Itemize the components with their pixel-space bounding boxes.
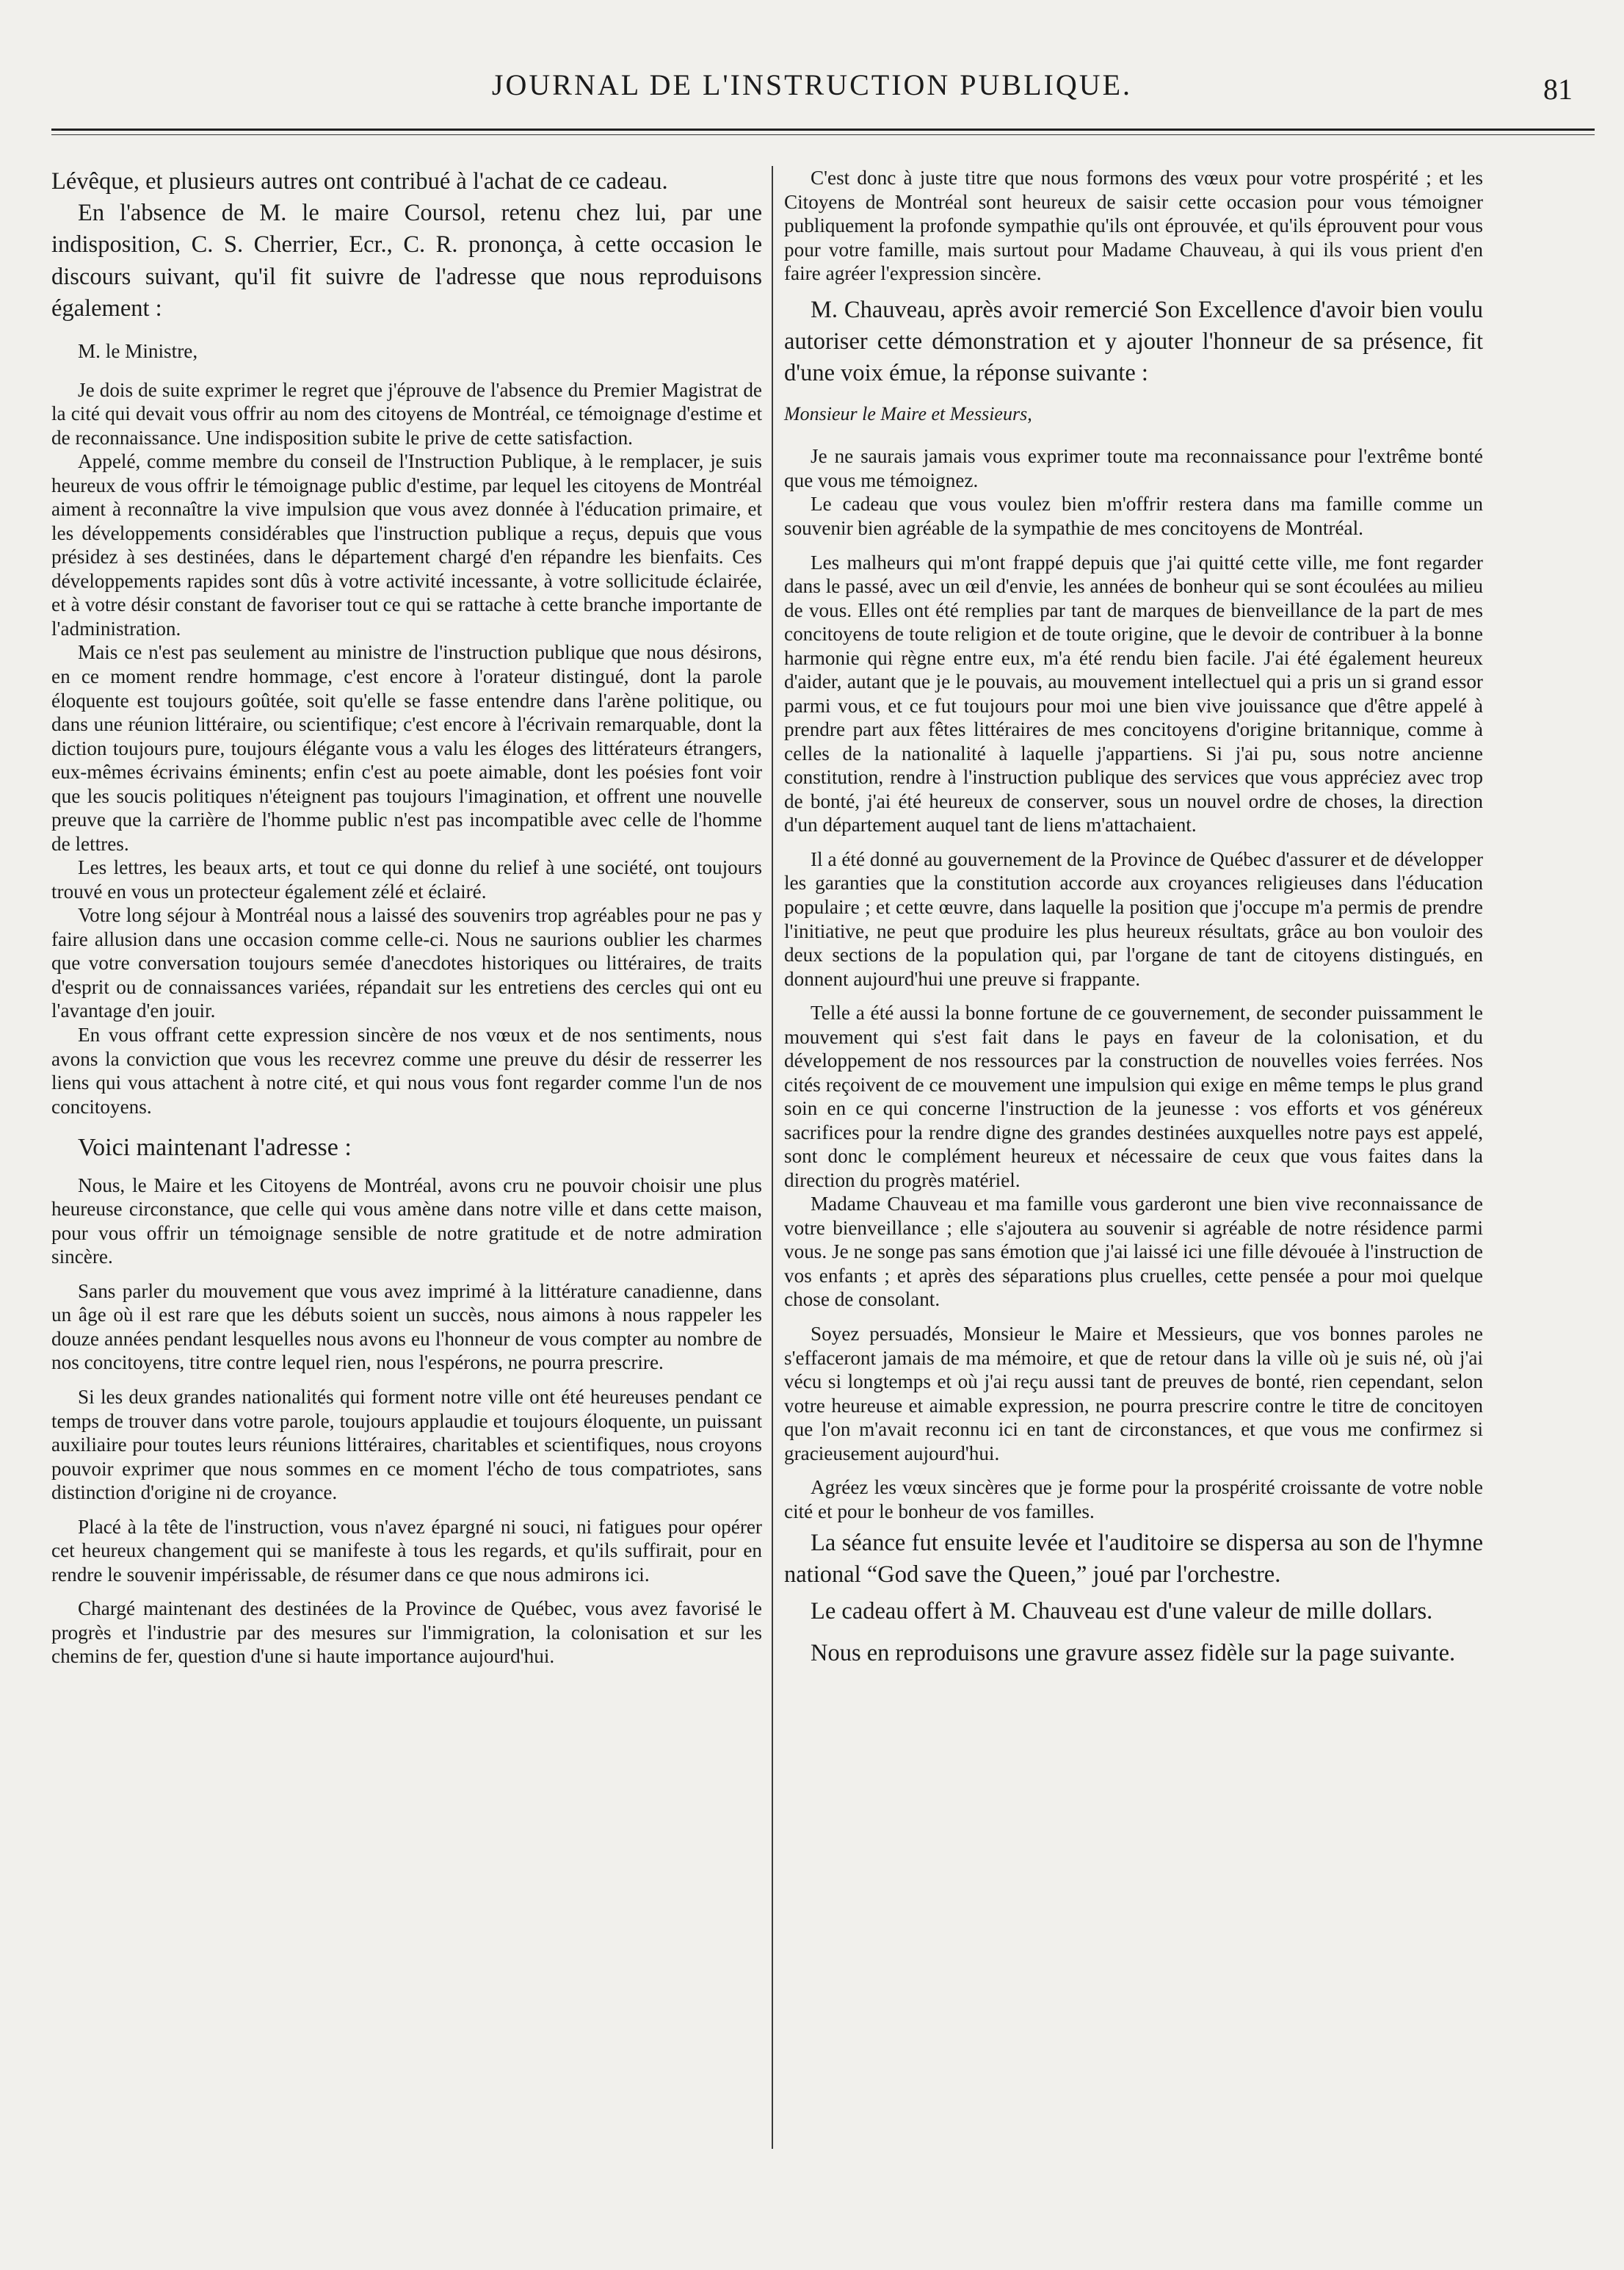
paragraph: Sans parler du mouvement que vous avez imprimé à la littérature canadienne, dans un âge où il est rare que les débuts soient un succès, nous aimons à nous rappeler les douze années pendant lesquelles nous avons eu l'honneur de vous compter au nombre de nos concitoyens, titre contre lequel rien, nous l'espérons, ne pourra prescrire. — [51, 1279, 762, 1374]
journal-title: JOURNAL DE L'INSTRUCTION PUBLIQUE. — [491, 68, 1133, 101]
paragraph: Les malheurs qui m'ont frappé depuis que j'ai quitté cette ville, me font regarder dans le passé, avec un œil d'envie, les années de bonheur qui se sont écoulées au milieu de vous. Elles ont été remplies par tant de marques de bienveillance de la part de mes concitoyens de toute religion et de toute origine, que le devoir de contribuer à la bonne harmonie qui règne entre eux, m'a été rendu bien facile. J'ai été également heureux d'aider, autant que je le pouvais, au mouvement intellectuel qui a pris un si grand essor parmi vous, et ce fut toujours pour moi une bien vive jouissance que d'être appelé à prendre part aux fêtes littéraires de mes concitoyens d'origine britannique, comme à celles de la nationalité à laquelle j'appartiens. Si j'ai pu, sous notre ancienne constitution, rendre à l'instruction publique des services que vous appréciez avec trop de bonté, j'ai été heureux de conserver, sous un nouvel ordre de choses, la direction d'un département auquel tant de liens m'attachaient. — [784, 551, 1483, 836]
paragraph: Les lettres, les beaux arts, et tout ce qui donne du relief à une société, ont toujours trouvé en vous un protecteur également zélé et éclairé. — [51, 856, 762, 903]
paragraph: Madame Chauveau et ma famille vous garderont une bien vive reconnaissance de votre bienveillance ; elle s'ajoutera au souvenir si agréable de notre résidence parmi vous. Je ne songe pas sans émotion que j'ai laissé ici une fille dévouée à l'instruction de vos enfants ; et après des séparations plus cruelles, cette pensée a pour moi quelque chose de consolant. — [784, 1193, 1483, 1311]
paragraph: Telle a été aussi la bonne fortune de ce gouvernement, de seconder puissamment le mouvement qui s'est fait dans le pays en faveur de la colonisation, et du développement de nos ressources par la construction de nouvelles voies ferrées. Nos cités reçoivent de ce mouvement une impulsion qui exige en même temps le plus grand soin en ce qui concerne l'instruction de la jeunesse : vos efforts et vos généreux sacrifices pour la rendre digne des grandes destinées auxquelles notre pays est appelé, sont donc le complément heureux et nécessaire de ceux que vous faites dans la direction du progrès matériel. — [784, 1002, 1483, 1191]
paragraph: Mais ce n'est pas seulement au ministre de l'instruction publique que nous désirons, en ce moment rendre hommage, c'est encore à l'orateur distingué, dont la parole éloquente est toujours goûtée, soit qu'elle se fasse entendre dans l'arène politique, ou dans une réunion littéraire, ou scientifique; c'est encore à l'écrivain remarquable, dont la diction toujours pure, toujours élégante vous a valu les éloges des littérateurs étrangers, eux-mêmes écrivains éminents; enfin c'est au poete aimable, dont les poésies font voir que les soucis politiques n'éteignent pas toujours l'imagination, et offrent une nouvelle preuve que la carrière de l'homme public n'est pas incompatible avec celle de l'homme de lettres. — [51, 641, 762, 855]
paragraph: Le cadeau que vous voulez bien m'offrir restera dans ma famille comme un souvenir bien agréable de la sympathie de mes concitoyens de Montréal. — [784, 493, 1483, 539]
paragraph: En l'absence de M. le maire Coursol, retenu chez lui, par une indisposition, C. S. Cherrier, Ecr., C. R. prononça, à cette occasion le discours suivant, qu'il fit suivre de l'adresse que nous reproduisons également : — [51, 200, 762, 322]
paragraph: Lévêque, et plusieurs autres ont contribué à l'achat de ce cadeau. — [51, 168, 668, 195]
paragraph: Je dois de suite exprimer le regret que j'éprouve de l'absence du Premier Magistrat de la cité qui devait vous offrir au nom des citoyens de Montréal, ce témoignage d'estime et de reconnaissance. Une indisposition subite le prive de cette satisfaction. — [51, 378, 762, 449]
paragraph: Appelé, comme membre du conseil de l'Instruction Publique, à le remplacer, je suis heureux de vous offrir le témoignage public d'estime, par lequel les citoyens de Montréal aiment à reconnaître la vive impulsion que vous avez donnée à l'éducation primaire, et les développements considérables que l'instruction publique a reçus, depuis que vous présidez à ses destinées, dans le département chargé d'en répandre les bienfaits. Ces développements rapides sont dûs à votre activité incessante, à votre sollicitude éclairée, et à votre désir constant de favoriser tout ce qui se rattache à cette branche importante de l'administration. — [51, 450, 762, 640]
column-divider — [772, 166, 773, 2149]
paragraph: Il a été donné au gouvernement de la Province de Québec d'assurer et de développer les garanties que la constitution accorde aux croyances religieuses dans l'éducation populaire ; et cette œuvre, dans laquelle la position que j'occupe m'a permis de prendre l'initiative, ne peut que produire les plus heureux résultats, grâce au bon vouloir des deux sections de la population qui, par l'organe de tant de citoyens distingués, en donnent aujourd'hui une preuve si frappante. — [784, 847, 1483, 990]
paragraph: Si les deux grandes nationalités qui forment notre ville ont été heureuses pendant ce temps de trouver dans votre parole, toujours applaudie et toujours éloquente, un puissant auxiliaire pour toutes leurs réunions littéraires, charitables et scientifiques, nous croyons pouvoir exprimer que nous sommes en ce moment l'écho de tous compatriotes, sans distinction d'origine ni de croyance. — [51, 1386, 762, 1504]
paragraph: La séance fut ensuite levée et l'auditoire se dispersa au son de l'hymne national “God save the Queen,” joué par l'orchestre. — [784, 1530, 1483, 1588]
paragraph: Placé à la tête de l'instruction, vous n'avez épargné ni souci, ni fatigues pour opérer cet heureux changement qui se manifeste à tous les regards, et qu'ils suffirait, pour en rendre le souvenir impérissable, de résumer dans ce que nous admirons ici. — [51, 1515, 762, 1586]
paragraph: Nous en reproduisons une gravure assez fidèle sur la page suivante. — [811, 1639, 1456, 1666]
paragraph: Je ne saurais jamais vous exprimer toute ma reconnaissance pour l'extrême bonté que vous me témoignez. — [784, 445, 1483, 491]
paragraph: M. Chauveau, après avoir remercié Son Excellence d'avoir bien voulu autoriser cette démonstration et y ajouter l'honneur de sa présence, fit d'une voix émue, la réponse suivante : — [784, 296, 1483, 387]
salutation: Monsieur le Maire et Messieurs, — [784, 403, 1032, 425]
left-column — [51, 166, 762, 1669]
right-column — [784, 166, 1483, 1669]
salutation: M. le Ministre, — [78, 340, 198, 363]
paragraph: C'est donc à juste titre que nous formons des vœux pour votre prospérité ; et les Citoyens de Montréal sont heureux de saisir cette occasion pour vous témoigner publiquement la profonde sympathie qu'ils ont éprouvée, et qu'ils éprouvent pour vous pour votre famille, mais surtout pour Madame Chauveau, à qui ils vous prient d'en faire agréer l'expression sincère. — [784, 167, 1483, 285]
paragraph: Nous, le Maire et les Citoyens de Montréal, avons cru ne pouvoir choisir une plus heureuse circonstance, que celle qui vous amène dans notre ville et dans cette maison, pour vous offrir un témoignage sensible de notre gratitude et de notre admiration sincère. — [51, 1174, 762, 1268]
paragraph: Agréez les vœux sincères que je forme pour la prospérité croissante de votre noble cité et pour le bonheur de vos familles. — [784, 1476, 1483, 1522]
paragraph: Soyez persuadés, Monsieur le Maire et Messieurs, que vos bonnes paroles ne s'effaceront jamais de ma mémoire, et que de retour dans la ville où je suis né, où j'ai vécu si longtemps et où j'ai reçu aussi tant de preuves de bonté, rien cependant, selon votre heureuse et aimable expression, ne pourra prescrire contre le titre de concitoyen que l'on m'avait reconnu ici en tant de circonstances, et que vous me confirmez si gracieusement aujourd'hui. — [784, 1323, 1483, 1464]
page-number: 81 — [1543, 73, 1573, 106]
header-rule-thick — [51, 129, 1595, 131]
paragraph: Votre long séjour à Montréal nous a laissé des souvenirs trop agréables pour ne pas y faire allusion dans une occasion comme celle-ci. Nous ne saurions oublier les charmes que votre conversation toujours semée d'anecdotes historiques ou littéraires, de traits d'esprit ou de connaissances variées, répandait sur les entretiens des cercles qui ont eu l'avantage d'en jouir. — [51, 904, 762, 1022]
paragraph: Le cadeau offert à M. Chauveau est d'une valeur de mille dollars. — [811, 1597, 1433, 1624]
header-rule-thin — [51, 134, 1595, 135]
paragraph: En vous offrant cette expression sincère de nos vœux et de nos sentiments, nous avons la conviction que vous les recevrez comme une preuve du désir de resserrer les liens qui vous attachent à notre cité, et qui nous vous font regarder comme l'un de nos concitoyens. — [51, 1023, 762, 1118]
page-header — [51, 68, 1573, 119]
section-heading: Voici maintenant l'adresse : — [78, 1134, 352, 1162]
paragraph: Chargé maintenant des destinées de la Province de Québec, vous avez favorisé le progrès et l'industrie par des mesures sur l'immigration, la colonisation et sur les chemins de fer, question d'une si haute importance aujourd'hui. — [51, 1597, 762, 1668]
